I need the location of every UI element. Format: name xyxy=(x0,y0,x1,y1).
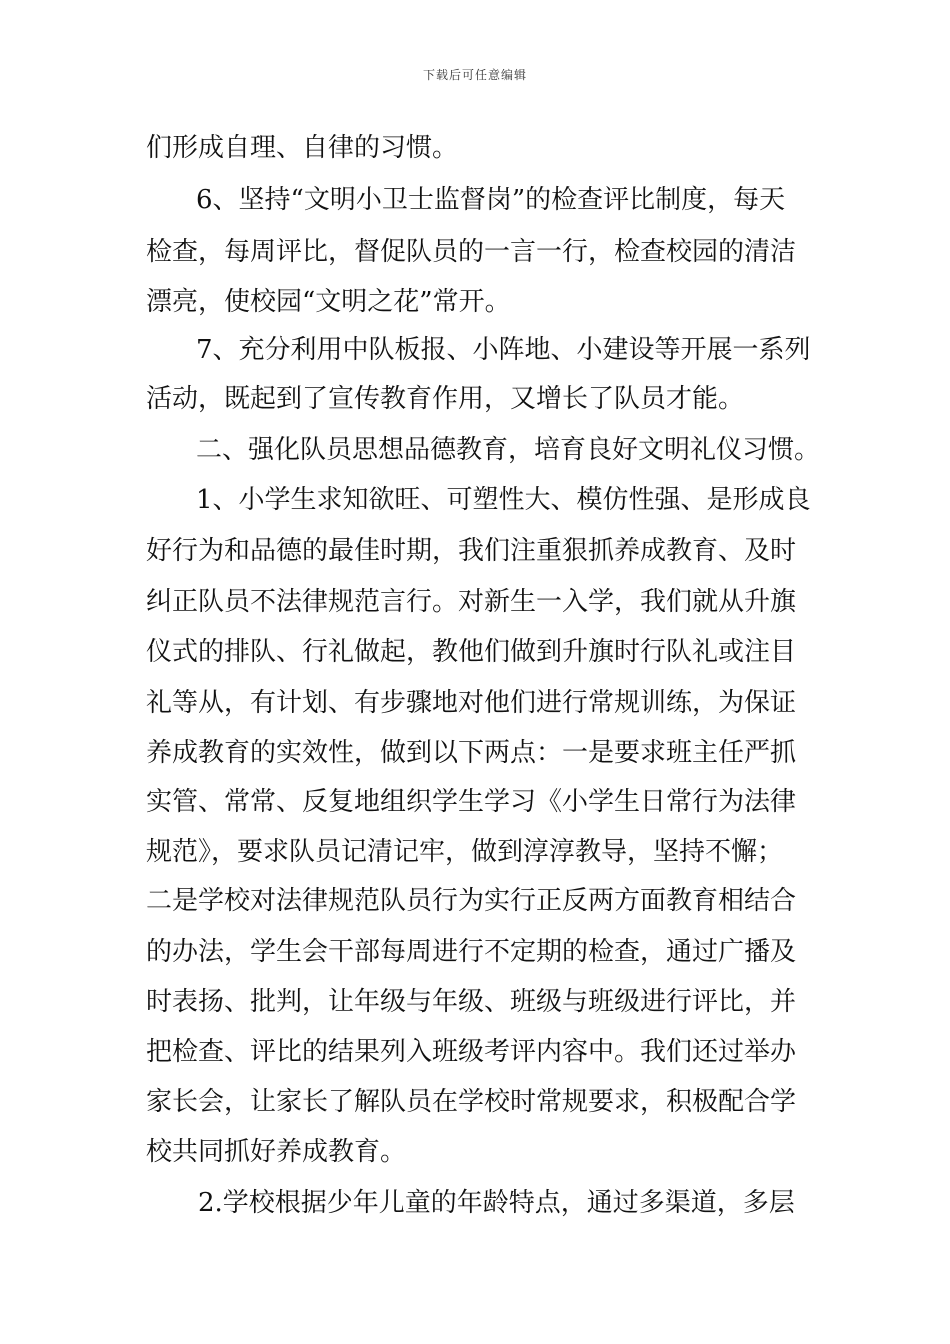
body-line-11: 仪式的排队、行礼做起，教他们做到升旗时行队礼或注目 xyxy=(146,637,797,667)
body-line-4: 漂亮，使校园“文明之花”常开。 xyxy=(146,287,511,317)
body-line-16: 二是学校对法律规范队员行为实行正反两方面教育相结合 xyxy=(146,886,797,916)
body-line-9: 好行为和品德的最佳时期，我们注重狠抓养成教育、及时 xyxy=(146,536,797,566)
body-line-5: 7、充分利用中队板报、小阵地、小建设等开展一系列 xyxy=(196,335,811,365)
body-line-18: 时表扬、批判，让年级与年级、班级与班级进行评比，并 xyxy=(146,987,797,1017)
body-line-6: 活动，既起到了宣传教育作用，又增长了队员才能。 xyxy=(146,384,745,414)
body-line-10: 纠正队员不法律规范言行。对新生一入学，我们就从升旗 xyxy=(146,587,797,617)
body-line-3: 检查，每周评比，督促队员的一言一行，检查校园的清洁 xyxy=(146,237,797,267)
body-line-13: 养成教育的实效性，做到以下两点：一是要求班主任严抓 xyxy=(146,738,797,768)
body-line-15: 规范》，要求队员记清记牢，做到淳淳教导，坚持不懈； xyxy=(146,837,784,867)
body-line-17: 的办法，学生会干部每周进行不定期的检查，通过广播及 xyxy=(146,937,797,967)
body-line-22: 2.学校根据少年儿童的年龄特点，通过多渠道，多层 xyxy=(198,1188,795,1218)
body-line-20: 家长会，让家长了解队员在学校时常规要求，积极配合学 xyxy=(146,1087,797,1117)
body-line-7: 二、强化队员思想品德教育，培育良好文明礼仪习惯。 xyxy=(196,435,821,465)
body-line-12: 礼等从，有计划、有步骤地对他们进行常规训练，为保证 xyxy=(146,688,797,718)
body-line-19: 把检查、评比的结果列入班级考评内容中。我们还过举办 xyxy=(146,1037,797,1067)
body-line-1: 们形成自理、自律的习惯。 xyxy=(146,133,459,163)
body-line-2: 6、坚持“文明小卫士监督岗”的检查评比制度，每天 xyxy=(196,185,786,215)
body-line-14: 实管、常常、反复地组织学生学习《小学生日常行为法律 xyxy=(146,787,797,817)
header-note: 下载后可任意编辑 xyxy=(422,68,527,82)
body-line-21: 校共同抓好养成教育。 xyxy=(146,1137,407,1167)
body-line-8: 1、小学生求知欲旺、可塑性大、模仿性强、是形成良 xyxy=(196,485,811,515)
